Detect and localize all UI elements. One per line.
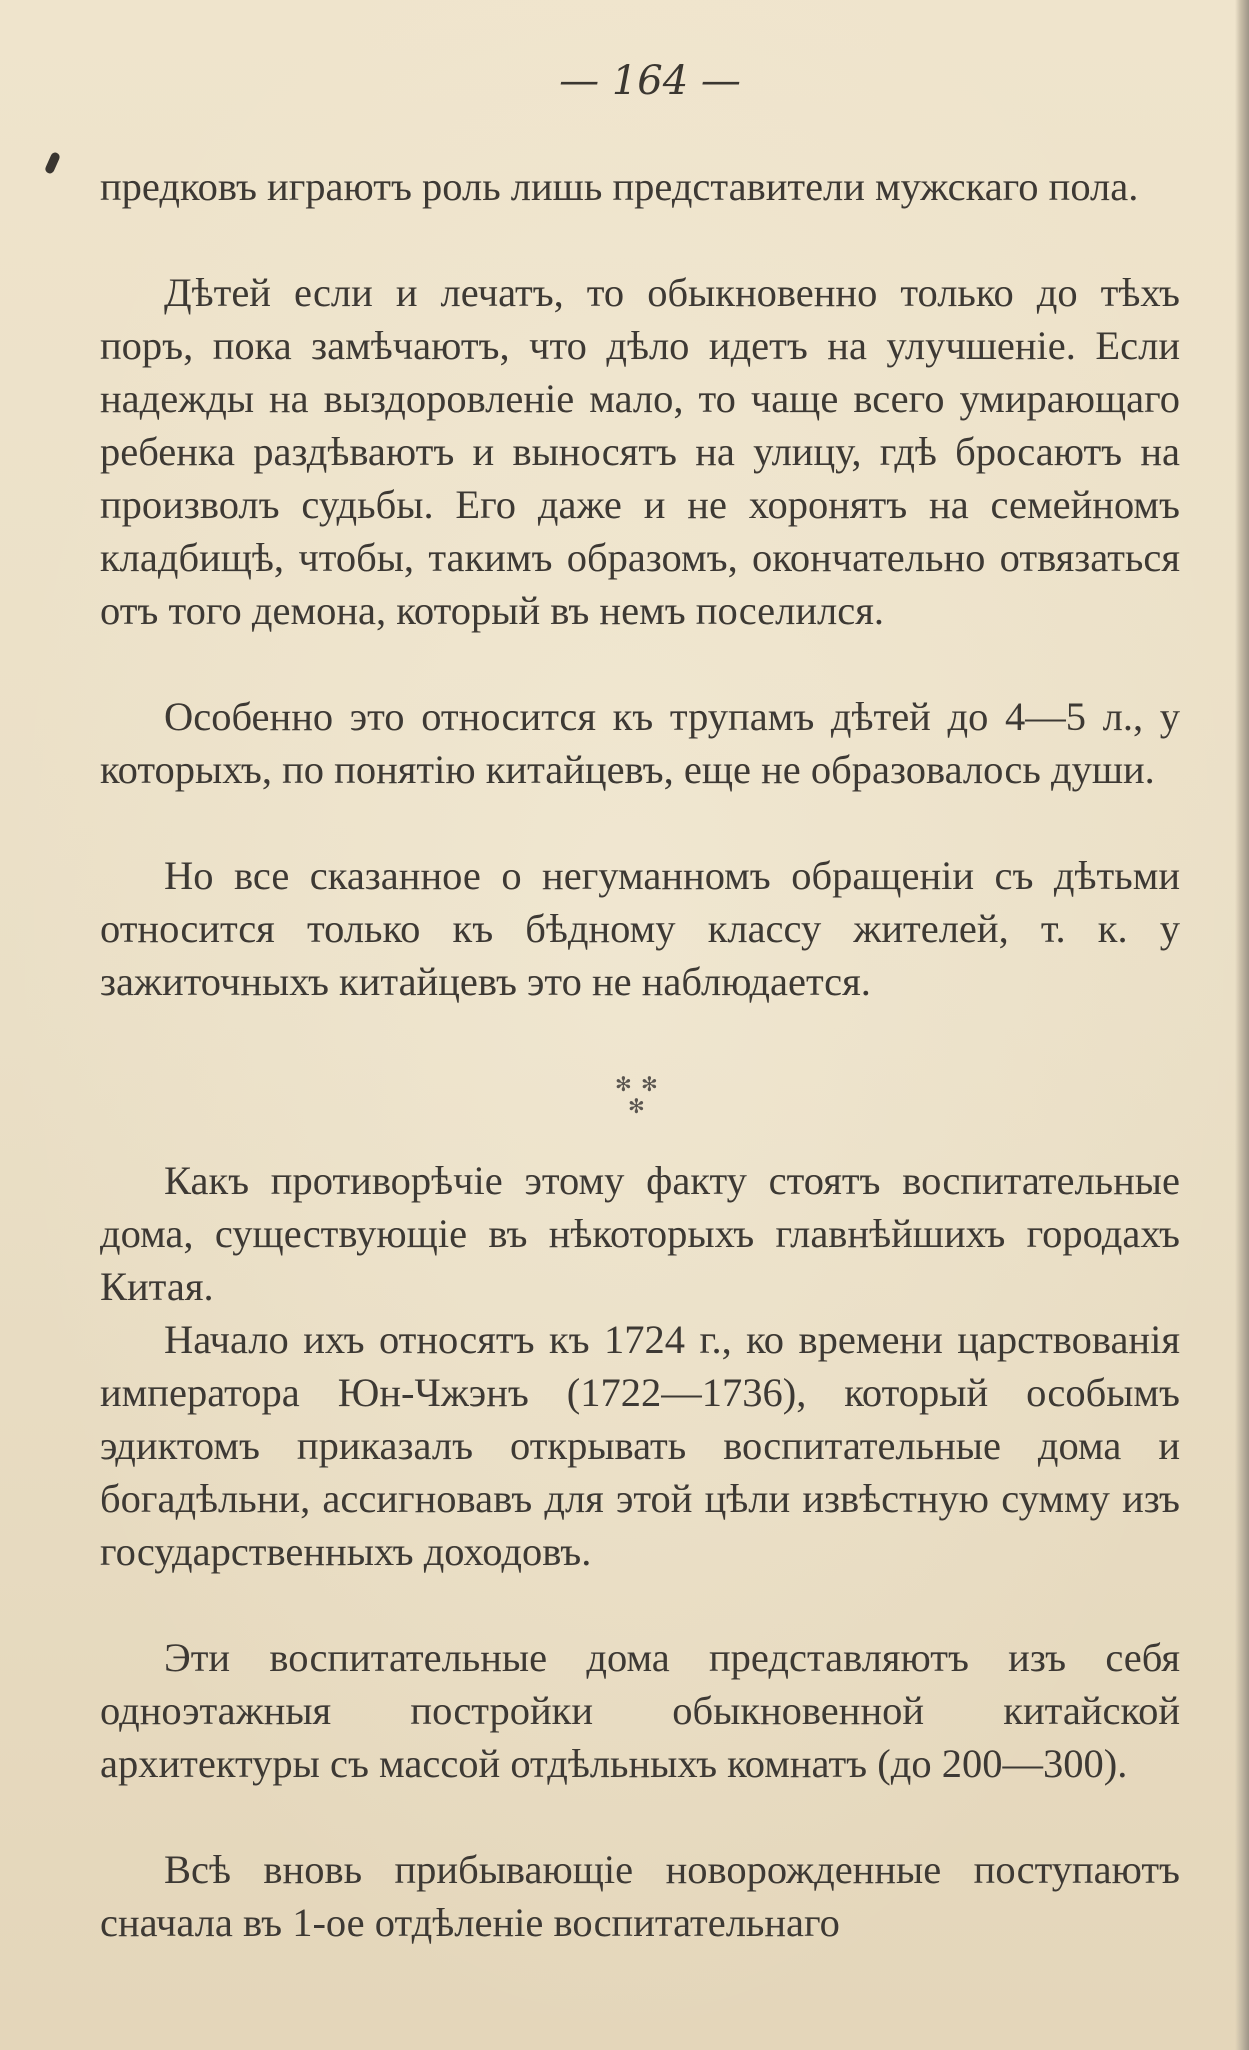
paragraph: Всѣ вновь прибывающіе новорожденные поступаютъ сначала въ 1-ое отдѣленіе воспитательнаго xyxy=(100,1847,1180,1945)
paragraph: Какъ противорѣчіе этому факту стоятъ воспитательные дома, существующіе въ нѣкоторыхъ главнѣйшихъ городахъ Китая. xyxy=(100,1158,1180,1309)
ink-mark xyxy=(44,151,61,175)
paragraph: Особенно это относится къ трупамъ дѣтей до 4—5 л., у которыхъ, по понятію китайцевъ, еще не образовалось души. xyxy=(100,694,1180,792)
paragraph: Но все сказанное о негуманномъ обращеніи съ дѣтьми относится только къ бѣдному классу жителей, т. к. у зажиточныхъ китайцевъ это не наблюдается. xyxy=(100,853,1180,1004)
section-separator: ✻ ✻ ✻ xyxy=(615,1072,658,1118)
paragraph: Дѣтей если и лечатъ, то обыкновенно только до тѣхъ поръ, пока замѣчаютъ, что дѣло идетъ на улучшеніе. Если надежды на выздоровленіе мало, то чаще всего умирающаго ребенка раздѣваютъ и выносятъ на улицу, гдѣ бросаютъ на произволъ судьбы. Его даже и не хоронятъ на семейномъ кладбищѣ, чтобы, такимъ образомъ, окончательно отвязаться отъ того демона, который въ немъ поселился. xyxy=(100,270,1180,633)
paragraph-continuation: предковъ играютъ роль лишь представители мужскаго пола. xyxy=(100,164,1139,209)
paragraph: Начало ихъ относятъ къ 1724 г., ко времени царствованія императора Юн-Чжэнъ (1722—1736), который особымъ эдиктомъ приказалъ открывать воспитательные дома и богадѣльни, ассигновавъ для этой цѣли извѣстную сумму изъ государственныхъ доходовъ. xyxy=(100,1317,1180,1574)
page-number: — 164 — xyxy=(559,58,741,104)
paragraph: Эти воспитательные дома представляютъ изъ себя одноэтажныя постройки обыкновенной китайской архитектуры съ массой отдѣльныхъ комнатъ (до 200—300). xyxy=(100,1635,1180,1786)
page-edge xyxy=(1235,0,1249,2050)
